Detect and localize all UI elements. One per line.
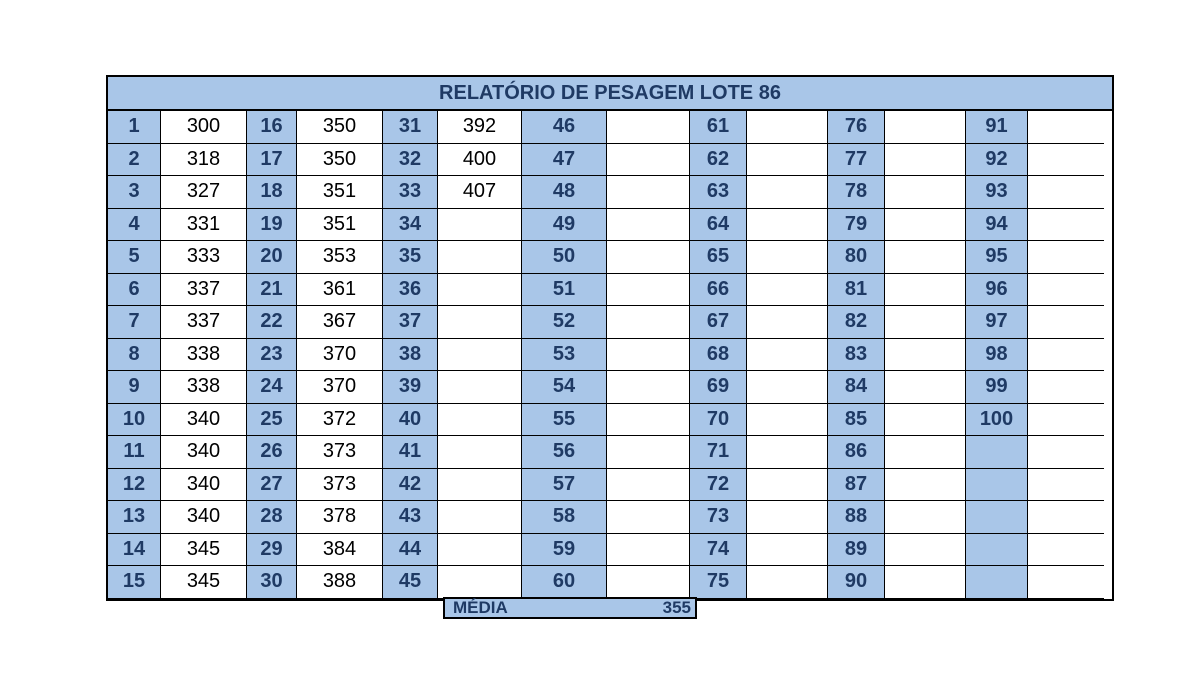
weight-value-cell: 373 — [297, 436, 383, 469]
animal-number-cell: 53 — [522, 339, 607, 372]
weight-value-cell — [438, 501, 522, 534]
weight-value-cell — [438, 274, 522, 307]
animal-number-cell: 38 — [383, 339, 438, 372]
animal-number-cell: 16 — [247, 111, 297, 144]
animal-number-cell: 45 — [383, 566, 438, 599]
animal-number-cell: 51 — [522, 274, 607, 307]
weight-value-cell — [747, 306, 828, 339]
weight-value-cell — [1028, 209, 1104, 242]
weight-value-cell — [747, 144, 828, 177]
animal-number-cell: 24 — [247, 371, 297, 404]
weight-value-cell: 353 — [297, 241, 383, 274]
animal-number-cell: 33 — [383, 176, 438, 209]
animal-number-cell: 4 — [108, 209, 161, 242]
weighing-report-table — [106, 75, 1114, 601]
animal-number-cell: 62 — [690, 144, 747, 177]
weight-value-cell: 333 — [161, 241, 247, 274]
weight-value-cell — [885, 404, 966, 437]
weight-value-cell — [747, 209, 828, 242]
animal-number-cell — [966, 501, 1028, 534]
animal-number-cell: 71 — [690, 436, 747, 469]
animal-number-cell: 78 — [828, 176, 885, 209]
weight-value-cell: 300 — [161, 111, 247, 144]
weight-value-cell — [885, 501, 966, 534]
animal-number-cell: 99 — [966, 371, 1028, 404]
weight-value-cell — [607, 501, 690, 534]
average-value: 355 — [662, 598, 691, 617]
weight-value-cell — [885, 339, 966, 372]
animal-number-cell: 86 — [828, 436, 885, 469]
average-label: MÉDIA — [453, 598, 508, 617]
weight-value-cell: 318 — [161, 144, 247, 177]
weight-value-cell: 340 — [161, 404, 247, 437]
weight-value-cell — [607, 534, 690, 567]
weight-value-cell — [438, 306, 522, 339]
weight-value-cell — [607, 566, 690, 599]
weight-value-cell — [747, 436, 828, 469]
animal-number-cell: 34 — [383, 209, 438, 242]
weight-value-cell — [1028, 176, 1104, 209]
animal-number-cell: 63 — [690, 176, 747, 209]
weight-value-cell — [1028, 144, 1104, 177]
animal-number-cell: 83 — [828, 339, 885, 372]
animal-number-cell: 69 — [690, 371, 747, 404]
animal-number-cell: 65 — [690, 241, 747, 274]
animal-number-cell: 52 — [522, 306, 607, 339]
weight-value-cell: 351 — [297, 209, 383, 242]
weight-value-cell — [885, 241, 966, 274]
weight-value-cell — [747, 371, 828, 404]
animal-number-cell: 21 — [247, 274, 297, 307]
animal-number-cell: 15 — [108, 566, 161, 599]
animal-number-cell: 46 — [522, 111, 607, 144]
weight-value-cell — [747, 566, 828, 599]
animal-number-cell: 39 — [383, 371, 438, 404]
weight-value-cell — [885, 274, 966, 307]
animal-number-cell: 73 — [690, 501, 747, 534]
weight-value-cell — [1028, 274, 1104, 307]
weight-value-cell — [607, 144, 690, 177]
animal-number-cell: 68 — [690, 339, 747, 372]
animal-number-cell: 58 — [522, 501, 607, 534]
weights-grid — [108, 111, 1112, 599]
weight-value-cell — [747, 111, 828, 144]
animal-number-cell: 77 — [828, 144, 885, 177]
animal-number-cell: 11 — [108, 436, 161, 469]
weight-value-cell: 338 — [161, 339, 247, 372]
animal-number-cell: 70 — [690, 404, 747, 437]
animal-number-cell: 92 — [966, 144, 1028, 177]
animal-number-cell: 95 — [966, 241, 1028, 274]
animal-number-cell: 84 — [828, 371, 885, 404]
weight-value-cell — [438, 436, 522, 469]
animal-number-cell: 7 — [108, 306, 161, 339]
weight-value-cell — [747, 469, 828, 502]
animal-number-cell: 1 — [108, 111, 161, 144]
weight-value-cell — [1028, 306, 1104, 339]
weight-value-cell — [1028, 436, 1104, 469]
animal-number-cell: 26 — [247, 436, 297, 469]
weight-value-cell: 337 — [161, 274, 247, 307]
weight-value-cell: 378 — [297, 501, 383, 534]
animal-number-cell: 17 — [247, 144, 297, 177]
weight-value-cell: 340 — [161, 436, 247, 469]
weight-value-cell — [885, 209, 966, 242]
weight-value-cell: 388 — [297, 566, 383, 599]
animal-number-cell: 10 — [108, 404, 161, 437]
animal-number-cell — [966, 469, 1028, 502]
weight-value-cell — [885, 111, 966, 144]
animal-number-cell: 44 — [383, 534, 438, 567]
animal-number-cell — [966, 534, 1028, 567]
animal-number-cell: 79 — [828, 209, 885, 242]
weight-value-cell: 384 — [297, 534, 383, 567]
weight-value-cell — [607, 306, 690, 339]
animal-number-cell: 27 — [247, 469, 297, 502]
weight-value-cell — [885, 566, 966, 599]
weight-value-cell — [747, 404, 828, 437]
animal-number-cell: 13 — [108, 501, 161, 534]
weight-value-cell: 345 — [161, 534, 247, 567]
weight-value-cell: 392 — [438, 111, 522, 144]
animal-number-cell: 100 — [966, 404, 1028, 437]
animal-number-cell: 29 — [247, 534, 297, 567]
animal-number-cell: 30 — [247, 566, 297, 599]
animal-number-cell: 42 — [383, 469, 438, 502]
weight-value-cell — [607, 436, 690, 469]
weight-value-cell — [747, 274, 828, 307]
weight-value-cell: 373 — [297, 469, 383, 502]
weight-value-cell: 350 — [297, 111, 383, 144]
weight-value-cell — [885, 436, 966, 469]
animal-number-cell: 12 — [108, 469, 161, 502]
weight-value-cell — [1028, 241, 1104, 274]
animal-number-cell: 8 — [108, 339, 161, 372]
animal-number-cell: 43 — [383, 501, 438, 534]
weight-value-cell: 340 — [161, 469, 247, 502]
weight-value-cell — [747, 501, 828, 534]
animal-number-cell: 19 — [247, 209, 297, 242]
animal-number-cell: 81 — [828, 274, 885, 307]
weight-value-cell: 338 — [161, 371, 247, 404]
weight-value-cell — [438, 534, 522, 567]
animal-number-cell: 37 — [383, 306, 438, 339]
weight-value-cell: 372 — [297, 404, 383, 437]
weight-value-cell — [438, 339, 522, 372]
weight-value-cell — [1028, 534, 1104, 567]
animal-number-cell: 40 — [383, 404, 438, 437]
animal-number-cell: 23 — [247, 339, 297, 372]
animal-number-cell: 35 — [383, 241, 438, 274]
animal-number-cell: 25 — [247, 404, 297, 437]
animal-number-cell: 93 — [966, 176, 1028, 209]
weight-value-cell — [607, 111, 690, 144]
weight-value-cell: 345 — [161, 566, 247, 599]
weight-value-cell — [607, 469, 690, 502]
weight-value-cell — [747, 176, 828, 209]
weight-value-cell: 400 — [438, 144, 522, 177]
animal-number-cell — [966, 566, 1028, 599]
weight-value-cell — [607, 241, 690, 274]
weight-value-cell — [1028, 371, 1104, 404]
animal-number-cell: 47 — [522, 144, 607, 177]
animal-number-cell: 32 — [383, 144, 438, 177]
animal-number-cell: 50 — [522, 241, 607, 274]
weight-value-cell — [1028, 404, 1104, 437]
weight-value-cell — [747, 241, 828, 274]
weight-value-cell — [885, 176, 966, 209]
animal-number-cell: 3 — [108, 176, 161, 209]
weight-value-cell — [1028, 111, 1104, 144]
weight-value-cell — [438, 469, 522, 502]
weight-value-cell: 327 — [161, 176, 247, 209]
animal-number-cell: 85 — [828, 404, 885, 437]
animal-number-cell: 90 — [828, 566, 885, 599]
weight-value-cell: 350 — [297, 144, 383, 177]
animal-number-cell: 6 — [108, 274, 161, 307]
animal-number-cell: 5 — [108, 241, 161, 274]
weight-value-cell — [438, 209, 522, 242]
animal-number-cell: 67 — [690, 306, 747, 339]
animal-number-cell: 28 — [247, 501, 297, 534]
animal-number-cell: 54 — [522, 371, 607, 404]
weight-value-cell: 370 — [297, 339, 383, 372]
weight-value-cell — [747, 339, 828, 372]
animal-number-cell: 98 — [966, 339, 1028, 372]
animal-number-cell: 66 — [690, 274, 747, 307]
weight-value-cell: 340 — [161, 501, 247, 534]
weight-value-cell — [438, 371, 522, 404]
weight-value-cell — [885, 306, 966, 339]
animal-number-cell: 74 — [690, 534, 747, 567]
animal-number-cell: 55 — [522, 404, 607, 437]
animal-number-cell: 96 — [966, 274, 1028, 307]
animal-number-cell: 97 — [966, 306, 1028, 339]
weight-value-cell: 407 — [438, 176, 522, 209]
weight-value-cell — [885, 469, 966, 502]
weight-value-cell — [885, 534, 966, 567]
weight-value-cell — [438, 241, 522, 274]
animal-number-cell: 2 — [108, 144, 161, 177]
weight-value-cell: 370 — [297, 371, 383, 404]
animal-number-cell: 36 — [383, 274, 438, 307]
animal-number-cell: 14 — [108, 534, 161, 567]
animal-number-cell: 88 — [828, 501, 885, 534]
weight-value-cell — [607, 176, 690, 209]
average-row — [443, 597, 697, 619]
weight-value-cell — [1028, 469, 1104, 502]
animal-number-cell: 87 — [828, 469, 885, 502]
animal-number-cell: 82 — [828, 306, 885, 339]
animal-number-cell: 18 — [247, 176, 297, 209]
animal-number-cell: 31 — [383, 111, 438, 144]
animal-number-cell: 48 — [522, 176, 607, 209]
animal-number-cell: 56 — [522, 436, 607, 469]
weight-value-cell — [885, 371, 966, 404]
weight-value-cell — [607, 339, 690, 372]
animal-number-cell: 64 — [690, 209, 747, 242]
animal-number-cell: 57 — [522, 469, 607, 502]
animal-number-cell: 22 — [247, 306, 297, 339]
animal-number-cell: 80 — [828, 241, 885, 274]
animal-number-cell: 60 — [522, 566, 607, 599]
animal-number-cell: 49 — [522, 209, 607, 242]
animal-number-cell: 9 — [108, 371, 161, 404]
weight-value-cell — [607, 371, 690, 404]
weight-value-cell: 337 — [161, 306, 247, 339]
animal-number-cell: 75 — [690, 566, 747, 599]
weight-value-cell — [1028, 566, 1104, 599]
weight-value-cell — [438, 404, 522, 437]
weight-value-cell: 331 — [161, 209, 247, 242]
animal-number-cell: 76 — [828, 111, 885, 144]
weight-value-cell — [607, 404, 690, 437]
animal-number-cell: 41 — [383, 436, 438, 469]
weight-value-cell — [607, 209, 690, 242]
weight-value-cell: 361 — [297, 274, 383, 307]
animal-number-cell: 72 — [690, 469, 747, 502]
animal-number-cell: 89 — [828, 534, 885, 567]
weight-value-cell — [607, 274, 690, 307]
animal-number-cell — [966, 436, 1028, 469]
weight-value-cell — [747, 534, 828, 567]
animal-number-cell: 61 — [690, 111, 747, 144]
weight-value-cell — [438, 566, 522, 599]
report-title: RELATÓRIO DE PESAGEM LOTE 86 — [108, 77, 1112, 111]
animal-number-cell: 59 — [522, 534, 607, 567]
weight-value-cell: 367 — [297, 306, 383, 339]
weight-value-cell — [1028, 339, 1104, 372]
weight-value-cell: 351 — [297, 176, 383, 209]
weight-value-cell — [1028, 501, 1104, 534]
animal-number-cell: 94 — [966, 209, 1028, 242]
weight-value-cell — [885, 144, 966, 177]
animal-number-cell: 91 — [966, 111, 1028, 144]
animal-number-cell: 20 — [247, 241, 297, 274]
